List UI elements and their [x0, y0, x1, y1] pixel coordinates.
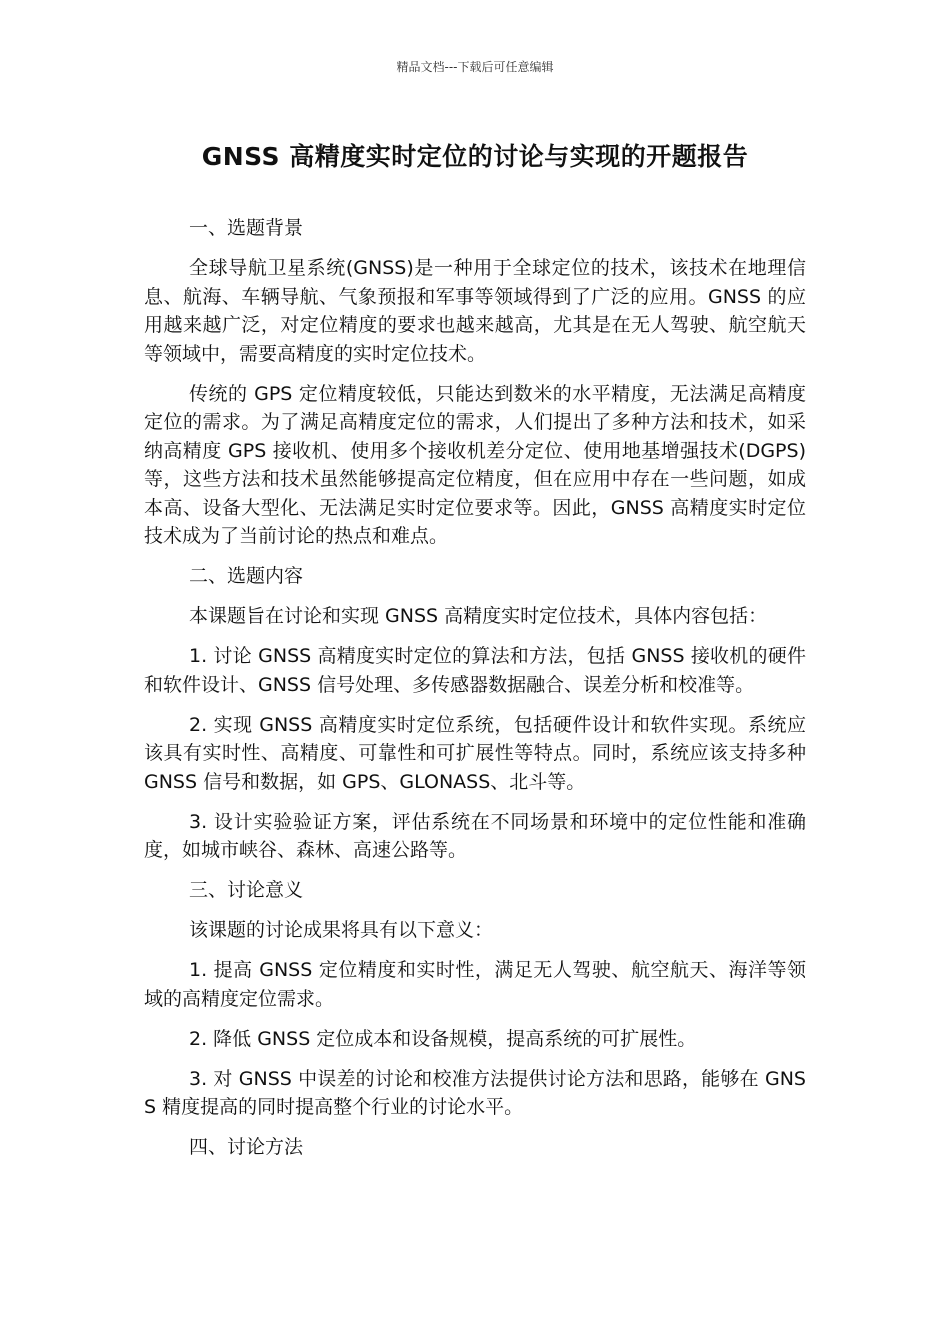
paragraph: 本课题旨在讨论和实现 GNSS 高精度实时定位技术，具体内容包括： [189, 605, 768, 627]
document-body [144, 214, 806, 1173]
document-title: GNSS 高精度实时定位的讨论与实现的开题报告 [201, 142, 749, 171]
page-header: 精品文档---下载后可任意编辑 [396, 60, 554, 74]
list-item: 2. 实现 GNSS 高精度实时定位系统，包括硬件设计和软件实现。系统应该具有实时性、高精度、可靠性和可扩展性等特点。同时，系统应该支持多种 GNSS 信号和数据，如 GPS、GLONASS、北斗等。 [144, 713, 806, 793]
list-item: 3. 设计实验验证方案，评估系统在不同场景和环境中的定位性能和准确度，如城市峡谷、森林、高速公路等。 [144, 810, 806, 861]
section-heading-significance: 三、讨论意义 [189, 879, 304, 901]
paragraph: 传统的 GPS 定位精度较低，只能达到数米的水平精度，无法满足高精度定位的需求。为了满足高精度定位的需求，人们提出了多种方法和技术，如采纳高精度 GPS 接收机、使用多个接收机差分定位、使用地基增强技术(DGPS)等，这些方法和技术虽然能够提高定位精度，但在应用中存在一些问题，如成本高、设备大型化、无法满足实时定位要求等。因此，GNSS 高精度实时定位技术成为了当前讨论的热点和难点。 [144, 382, 806, 547]
list-item: 2. 降低 GNSS 定位成本和设备规模，提高系统的可扩展性。 [189, 1027, 697, 1050]
section-heading-content: 二、选题内容 [189, 565, 304, 587]
list-item: 3. 对 GNSS 中误差的讨论和校准方法提供讨论方法和思路，能够在 GNSS 精度提高的同时提高整个行业的讨论水平。 [144, 1067, 806, 1118]
section-heading-methods: 四、讨论方法 [189, 1136, 304, 1158]
section-heading-background: 一、选题背景 [189, 217, 304, 239]
list-item: 1. 提高 GNSS 定位精度和实时性，满足无人驾驶、航空航天、海洋等领域的高精度定位需求。 [144, 959, 806, 1010]
paragraph: 该课题的讨论成果将具有以下意义： [189, 919, 494, 941]
paragraph: 全球导航卫星系统(GNSS)是一种用于全球定位的技术，该技术在地理信息、航海、车辆导航、气象预报和军事等领域得到了广泛的应用。GNSS 的应用越来越广泛，对定位精度的要求也越来越高，尤其是在无人驾驶、航空航天等领域中，需要高精度的实时定位技术。 [144, 257, 806, 365]
list-item: 1. 讨论 GNSS 高精度实时定位的算法和方法，包括 GNSS 接收机的硬件和软件设计、GNSS 信号处理、多传感器数据融合、误差分析和校准等。 [144, 645, 806, 696]
